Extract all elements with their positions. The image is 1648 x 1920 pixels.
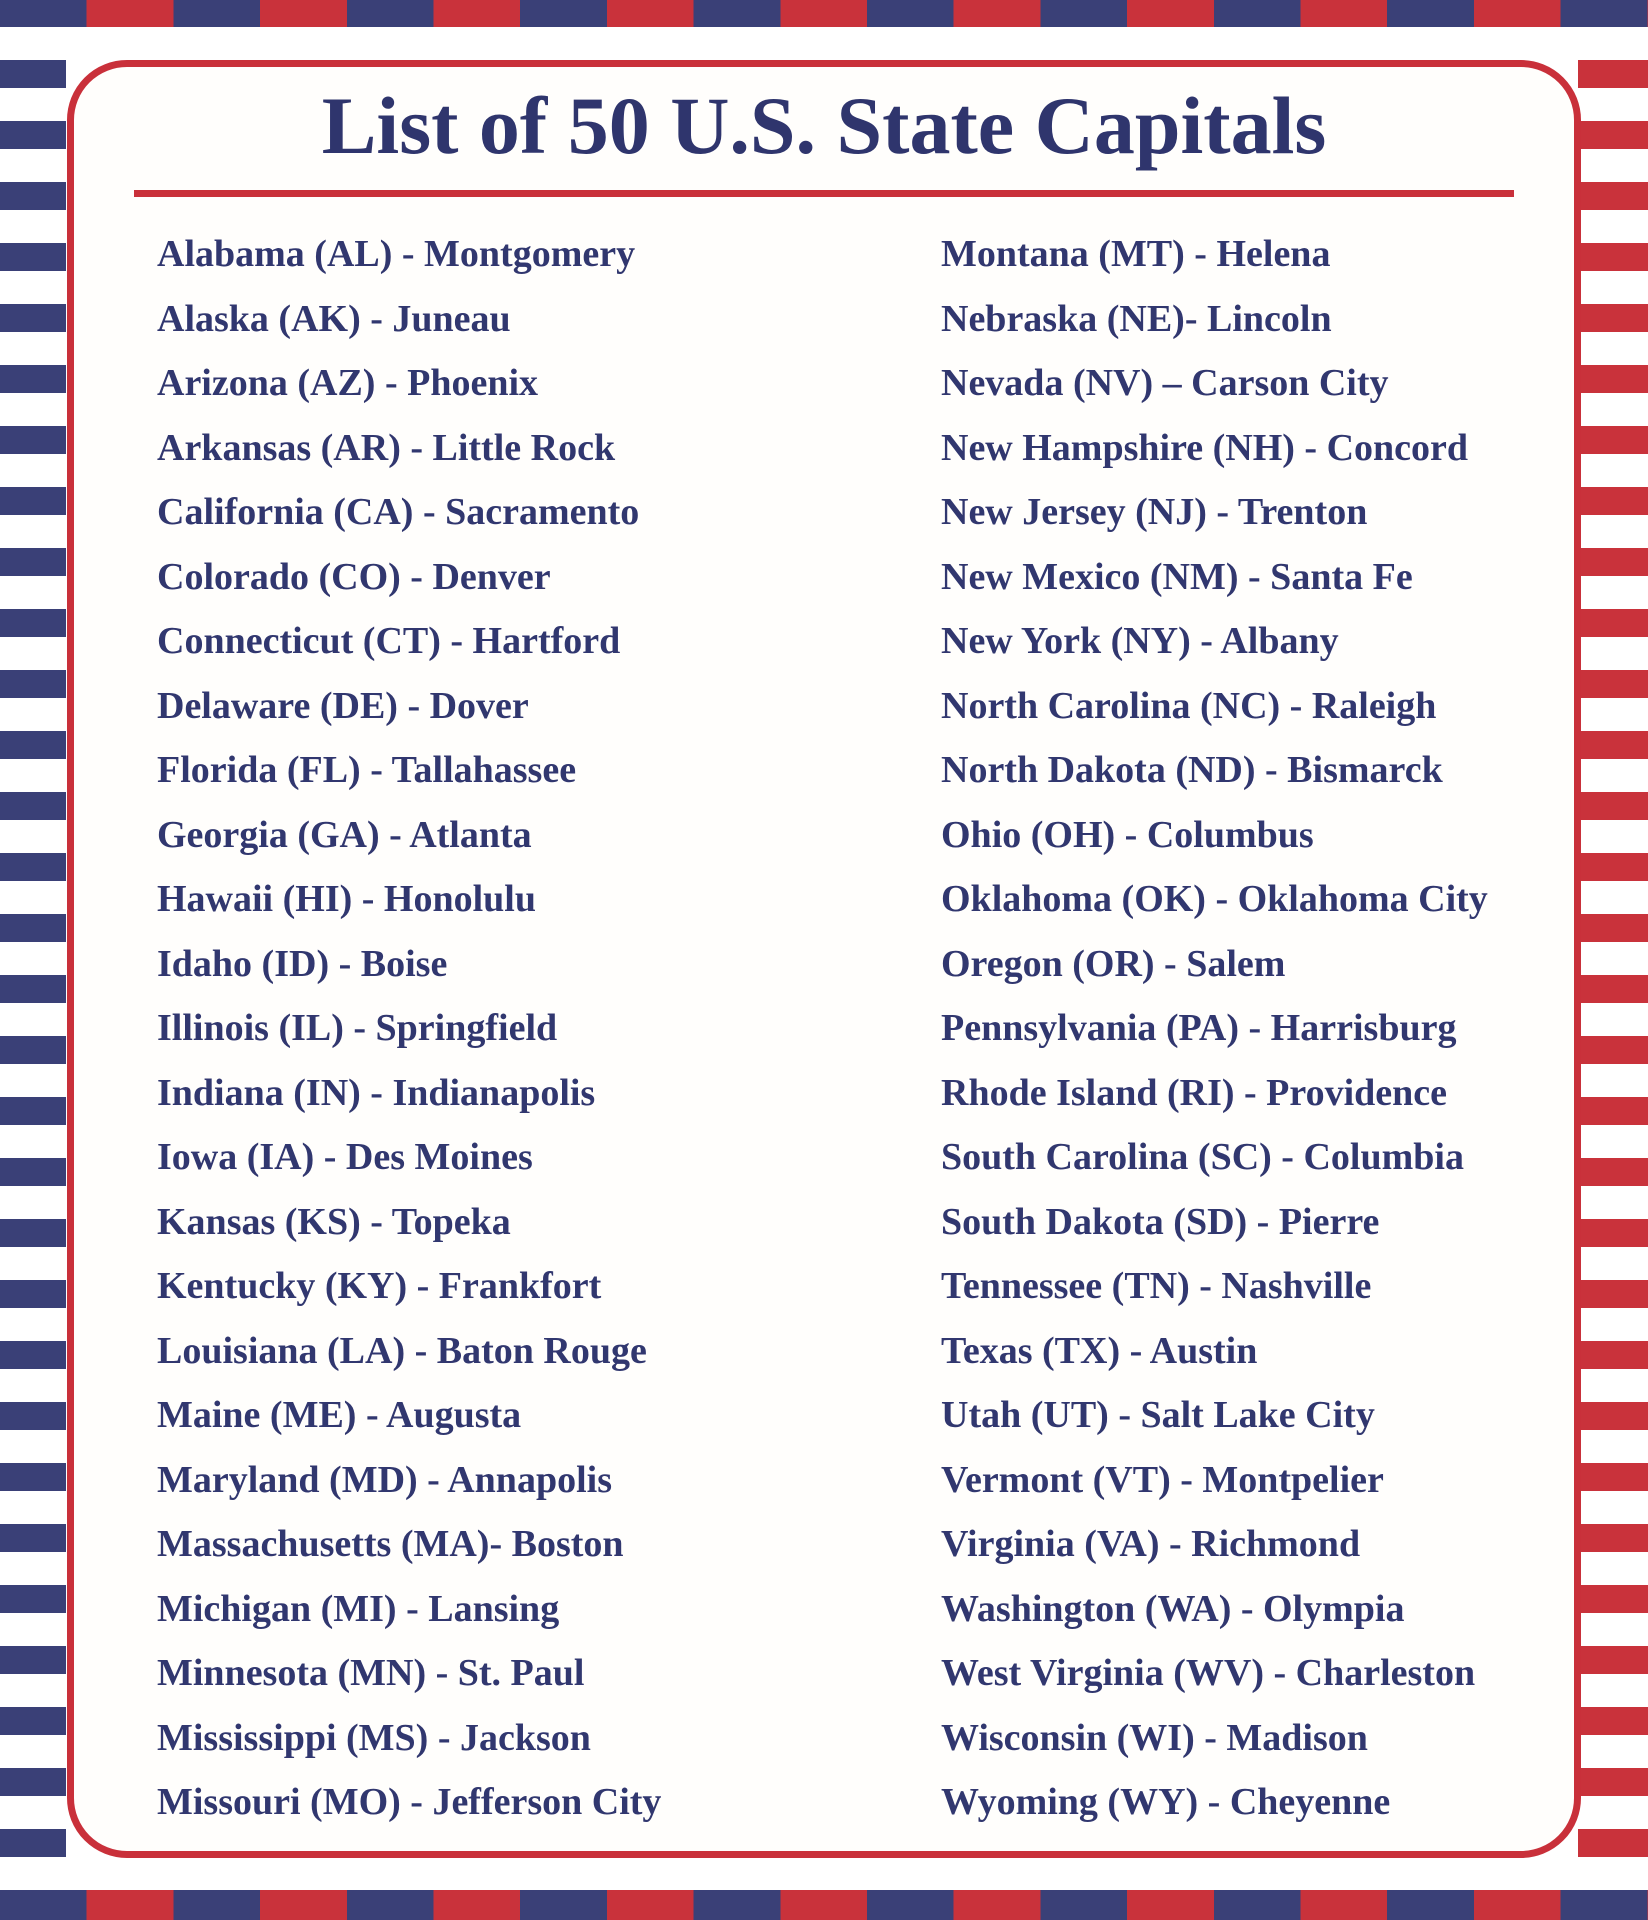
list-item: Ohio (OH) - Columbus — [941, 813, 1314, 856]
capitals-list-right-column — [941, 222, 1488, 1835]
list-item: Pennsylvania (PA) - Harrisburg — [941, 1007, 1457, 1049]
list-item: Arkansas (AR) - Little Rock — [157, 426, 616, 469]
list-item: Nebraska (NE)- Lincoln — [941, 297, 1332, 340]
list-item: California (CA) - Sacramento — [157, 491, 640, 533]
list-item: Vermont (VT) - Montpelier — [941, 1458, 1384, 1501]
list-item: Wyoming (WY) - Cheyenne — [941, 1781, 1391, 1823]
list-item: South Dakota (SD) - Pierre — [941, 1200, 1380, 1243]
list-item: Virginia (VA) - Richmond — [941, 1523, 1361, 1565]
list-item: Kansas (KS) - Topeka — [157, 1200, 511, 1243]
list-item: Indiana (IN) - Indianapolis — [157, 1071, 596, 1114]
list-item: Minnesota (MN) - St. Paul — [157, 1652, 585, 1694]
list-item: Nevada (NV) – Carson City — [941, 362, 1389, 404]
list-item: New Hampshire (NH) - Concord — [941, 426, 1469, 469]
list-item: Missouri (MO) - Jefferson City — [157, 1781, 662, 1823]
list-item: Iowa (IA) - Des Moines — [157, 1136, 533, 1178]
list-item: Colorado (CO) - Denver — [157, 555, 551, 598]
list-item: Idaho (ID) - Boise — [157, 942, 448, 985]
list-item: Delaware (DE) - Dover — [157, 684, 529, 727]
list-item: Illinois (IL) - Springfield — [157, 1007, 558, 1049]
list-item: Connecticut (CT) - Hartford — [157, 620, 621, 662]
bottom-checkered-ribbon — [0, 1890, 1648, 1920]
list-item: South Carolina (SC) - Columbia — [941, 1136, 1464, 1178]
list-item: New Mexico (NM) - Santa Fe — [941, 555, 1413, 598]
list-item: Wisconsin (WI) - Madison — [941, 1716, 1368, 1759]
list-item: New York (NY) - Albany — [941, 620, 1339, 662]
list-item: Oregon (OR) - Salem — [941, 942, 1286, 985]
list-item: North Dakota (ND) - Bismarck — [941, 749, 1443, 791]
page-title: List of 50 U.S. State Capitals — [321, 80, 1327, 171]
list-item: Utah (UT) - Salt Lake City — [941, 1394, 1375, 1436]
top-checkered-ribbon — [0, 0, 1648, 27]
list-item: Arizona (AZ) - Phoenix — [157, 362, 539, 404]
list-item: Maryland (MD) - Annapolis — [157, 1458, 612, 1501]
list-item: Alabama (AL) - Montgomery — [157, 233, 636, 275]
list-item: Michigan (MI) - Lansing — [157, 1587, 560, 1630]
list-item: Oklahoma (OK) - Oklahoma City — [941, 878, 1488, 920]
list-item: West Virginia (WV) - Charleston — [941, 1652, 1476, 1694]
list-item: Georgia (GA) - Atlanta — [157, 813, 532, 856]
list-item: Alaska (AK) - Juneau — [157, 297, 511, 340]
title-underline-rule — [134, 190, 1514, 197]
list-item: Washington (WA) - Olympia — [941, 1587, 1405, 1630]
list-item: Rhode Island (RI) - Providence — [941, 1071, 1447, 1114]
list-item: Louisiana (LA) - Baton Rouge — [157, 1329, 647, 1372]
list-item: Mississippi (MS) - Jackson — [157, 1716, 591, 1759]
right-red-stripes — [1578, 60, 1648, 1888]
capitals-list-left-column — [157, 222, 661, 1835]
list-item: Florida (FL) - Tallahassee — [157, 749, 577, 791]
list-item: Montana (MT) - Helena — [941, 233, 1331, 275]
list-item: North Carolina (NC) - Raleigh — [941, 684, 1437, 727]
list-item: Massachusetts (MA)- Boston — [157, 1523, 624, 1565]
list-item: Hawaii (HI) - Honolulu — [157, 878, 536, 920]
list-item: Kentucky (KY) - Frankfort — [157, 1265, 602, 1307]
left-blue-stripes — [0, 60, 66, 1888]
list-item: Tennessee (TN) - Nashville — [941, 1265, 1372, 1307]
list-item: New Jersey (NJ) - Trenton — [941, 491, 1368, 533]
list-item: Texas (TX) - Austin — [941, 1329, 1258, 1372]
list-item: Maine (ME) - Augusta — [157, 1394, 522, 1436]
